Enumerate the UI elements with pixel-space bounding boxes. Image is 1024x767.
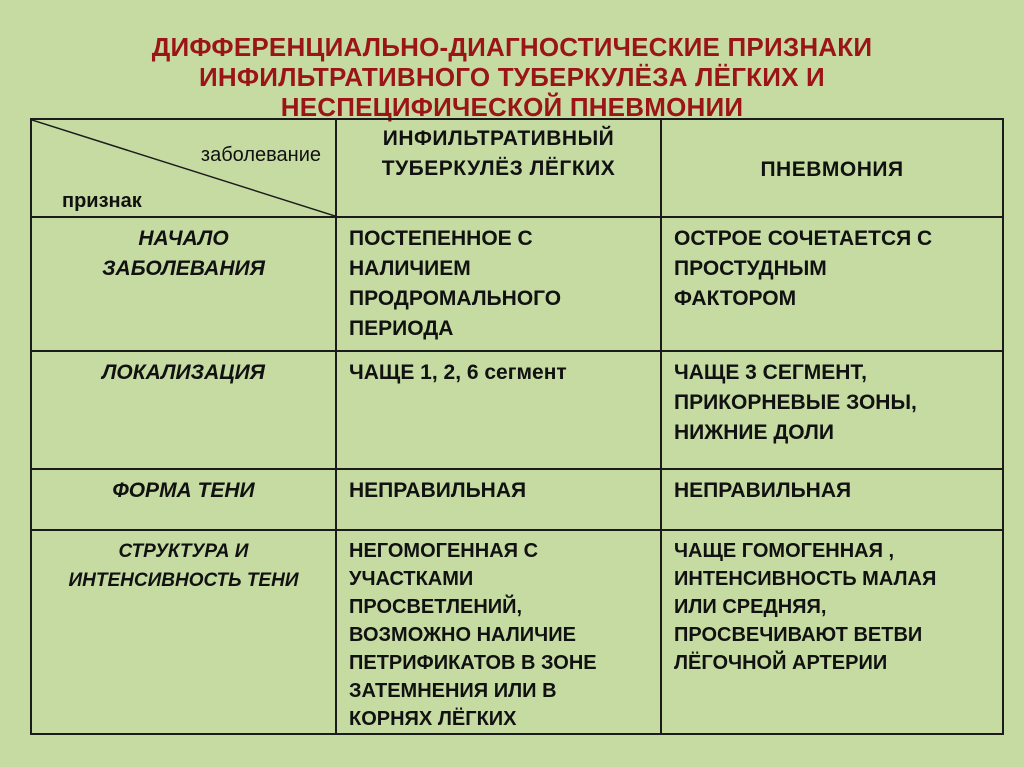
cell-line: ФАКТОРОМ bbox=[674, 287, 797, 310]
row-label-structure bbox=[31, 530, 336, 734]
cell-line: ПРОСВЕЧИВАЮТ ВЕТВИ bbox=[674, 624, 923, 646]
header-tb-line: ТУБЕРКУЛЁЗ ЛЁГКИХ bbox=[381, 157, 616, 180]
row-label-onset bbox=[31, 217, 336, 351]
cell-line: НЕПРАВИЛЬНАЯ bbox=[674, 479, 852, 502]
table-row-localization bbox=[31, 351, 1003, 469]
cell-line: ПЕТРИФИКАТОВ В ЗОНЕ bbox=[349, 652, 597, 674]
cell-line: ИЛИ СРЕДНЯЯ, bbox=[674, 596, 827, 618]
corner-disease-label: заболевание bbox=[200, 144, 321, 166]
cell-line: ЗАТЕМНЕНИЯ ИЛИ В bbox=[349, 680, 557, 702]
header-tuberculosis bbox=[336, 119, 661, 217]
cell-line: ВОЗМОЖНО НАЛИЧИЕ bbox=[349, 624, 576, 646]
cell-line: ЧАЩЕ 3 СЕГМЕНТ, bbox=[674, 361, 867, 384]
cell-line: НИЖНИЕ ДОЛИ bbox=[674, 421, 834, 444]
shadow-shape-pn-cell bbox=[661, 469, 1003, 530]
slide-title bbox=[0, 32, 1024, 122]
cell-line: КОРНЯХ ЛЁГКИХ bbox=[349, 708, 517, 730]
cell-line: УЧАСТКАМИ bbox=[349, 568, 474, 590]
structure-tb-cell bbox=[336, 530, 661, 734]
cell-line: ЧАЩЕ ГОМОГЕННАЯ , bbox=[674, 540, 895, 562]
label-line: ИНТЕНСИВНОСТЬ ТЕНИ bbox=[68, 570, 299, 591]
cell-line: НЕГОМОГЕННАЯ С bbox=[349, 540, 539, 562]
comparison-table bbox=[30, 118, 1004, 735]
table-row-onset bbox=[31, 217, 1003, 351]
cell-line: НЕПРАВИЛЬНАЯ bbox=[349, 479, 527, 502]
label-line: НАЧАЛО bbox=[138, 227, 229, 250]
title-line-2: ИНФИЛЬТРАТИВНОГО ТУБЕРКУЛЁЗА ЛЁГКИХ И bbox=[199, 62, 825, 92]
header-pneumonia: ПНЕВМОНИЯ bbox=[661, 119, 1003, 217]
corner-cell bbox=[31, 119, 336, 217]
cell-line: ПОСТЕПЕННОЕ С bbox=[349, 227, 533, 250]
structure-pn-cell bbox=[661, 530, 1003, 734]
row-label-localization bbox=[31, 351, 336, 469]
cell-line: НАЛИЧИЕМ bbox=[349, 257, 471, 280]
cell-line: ОСТРОЕ СОЧЕТАЕТСЯ С bbox=[674, 227, 933, 250]
cell-line: ПРОСВЕТЛЕНИЙ, bbox=[349, 596, 523, 618]
cell-line: ПРОСТУДНЫМ bbox=[674, 257, 827, 280]
cell-line: ПЕРИОДА bbox=[349, 317, 454, 340]
title-line-3: НЕСПЕЦИФИЧЕСКОЙ ПНЕВМОНИИ bbox=[280, 92, 744, 122]
corner-sign-label: признак bbox=[62, 190, 142, 212]
label-line: ФОРМА ТЕНИ bbox=[112, 479, 255, 502]
label-line: ЛОКАЛИЗАЦИЯ bbox=[101, 361, 265, 384]
cell-line: ИНТЕНСИВНОСТЬ МАЛАЯ bbox=[674, 568, 937, 590]
table-header-row bbox=[31, 119, 1003, 217]
cell-line: ЧАЩЕ 1, 2, 6 сегмент bbox=[349, 361, 567, 384]
header-tb-line: ИНФИЛЬТРАТИВНЫЙ bbox=[382, 127, 615, 150]
label-line: ЗАБОЛЕВАНИЯ bbox=[102, 257, 265, 280]
row-label-shadow-shape bbox=[31, 469, 336, 530]
table-row-structure bbox=[31, 530, 1003, 734]
shadow-shape-tb-cell bbox=[336, 469, 661, 530]
onset-pn-cell bbox=[661, 217, 1003, 351]
title-line-1: ДИФФЕРЕНЦИАЛЬНО-ДИАГНОСТИЧЕСКИЕ ПРИЗНАКИ bbox=[151, 32, 873, 62]
cell-line: ПРИКОРНЕВЫЕ ЗОНЫ, bbox=[674, 391, 917, 414]
cell-line: ЛЁГОЧНОЙ АРТЕРИИ bbox=[674, 652, 888, 674]
cell-line: ПРОДРОМАЛЬНОГО bbox=[349, 287, 562, 310]
label-line: СТРУКТУРА И bbox=[118, 541, 249, 562]
localization-tb-cell bbox=[336, 351, 661, 469]
onset-tb-cell bbox=[336, 217, 661, 351]
localization-pn-cell bbox=[661, 351, 1003, 469]
table-row-shadow-shape bbox=[31, 469, 1003, 530]
